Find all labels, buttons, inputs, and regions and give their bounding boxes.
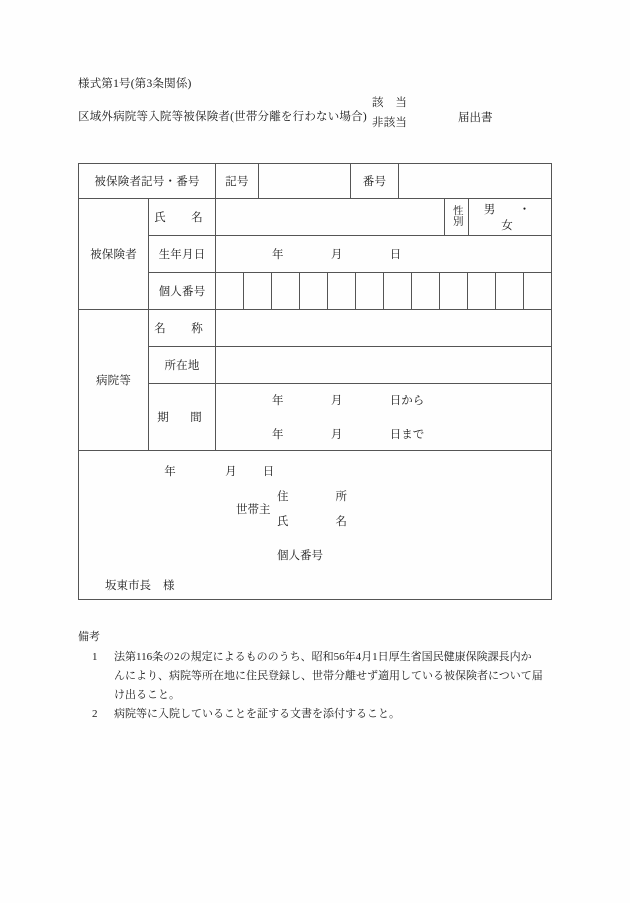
mynumber-digit-cell[interactable] [356,273,384,309]
insured-mynumber-grid[interactable] [216,273,552,310]
addressee-honorific: 様 [163,580,175,592]
table-row [79,310,552,347]
mynumber-digit-grid [216,273,551,309]
table-row [79,164,552,199]
householder-address-label[interactable]: 住 所 [277,491,355,503]
table-row [79,236,552,273]
insured-name-input[interactable] [216,199,445,236]
table-row [79,273,552,310]
hospital-period-input[interactable] [216,384,552,451]
mynumber-digit-cell[interactable] [328,273,356,309]
sex-options[interactable]: 男 ・ 女 [469,199,552,236]
remarks-note [92,705,578,724]
birthdate-day: 日 [389,249,402,261]
symbol-input[interactable] [259,164,351,199]
submission-date[interactable] [141,463,274,479]
remarks-note-line: 病院等に入院していることを証する文書を添付すること。 [114,708,400,720]
hospital-name-label: 名 称 [149,310,216,347]
period-from [216,392,551,408]
table-row [79,451,552,600]
remarks-heading: 備考 [78,631,100,643]
submission-date-day: 日 [262,466,275,478]
mynumber-digit-cell[interactable] [468,273,496,309]
number-input[interactable] [399,164,552,199]
period-from-month: 月 [330,395,343,407]
addressee-name: 坂東市長 [105,580,151,592]
mynumber-digit-cell[interactable] [524,273,551,309]
table-row [79,199,552,236]
submission-date-year: 年 [164,466,176,478]
insured-number-header-label: 被保険者記号・番号 [79,164,216,199]
mynumber-digit-cell[interactable] [384,273,412,309]
table-row [79,347,552,384]
remarks-note-number: 2 [92,708,98,720]
signature-block [79,451,552,600]
hospital-address-input[interactable] [216,347,552,384]
householder-mynumber-label[interactable]: 個人番号 [277,550,323,562]
submission-date-month: 月 [225,466,237,478]
applicability-option-yes[interactable]: 該 当 [372,97,408,109]
sex-label: 性別 [445,199,469,236]
form-table [78,163,552,600]
applicability-choice-group [372,93,452,133]
householder-name-label[interactable]: 氏 名 [277,516,355,528]
period-from-year: 年 [272,395,284,407]
birthdate-year: 年 [272,249,284,261]
mynumber-digit-cell[interactable] [216,273,244,309]
hospital-name-input[interactable] [216,310,552,347]
mynumber-digit-cell[interactable] [412,273,440,309]
number-label: 番号 [351,164,399,199]
mynumber-digit-cell[interactable] [440,273,468,309]
hospital-group-label: 病院等 [79,310,149,451]
form-code: 様式第1号(第3条関係) [78,78,192,90]
hospital-period-label: 期 間 [149,384,216,451]
hospital-address-label: 所在地 [149,347,216,384]
remarks-note-line: け出ること。 [114,689,180,701]
form-title-main: 区域外病院等入院等被保険者(世帯分離を行わない場合) [78,111,367,123]
remarks-note-body [114,705,578,724]
birthdate-input[interactable] [216,236,552,273]
period-to [216,426,551,442]
mynumber-digit-cell[interactable] [496,273,524,309]
period-to-year: 年 [272,429,284,441]
table-row [79,384,552,451]
insured-mynumber-label: 個人番号 [149,273,216,310]
form-title-suffix: 届出書 [458,112,493,124]
birthdate-month: 月 [330,249,343,261]
remarks-note-number: 1 [92,651,98,663]
remarks-note-body [114,648,578,705]
remarks-note-line: 法第116条の2の規定によるもののうち、昭和56年4月1日厚生省国民健康保険課長内か [114,651,532,663]
insured-group-label: 被保険者 [79,199,149,310]
insured-name-label: 氏 名 [149,199,216,236]
period-to-month: 月 [330,429,343,441]
birthdate-label: 生年月日 [149,236,216,273]
remarks-note-line: んにより、病院等所在地に住民登録し、世帯分離せず適用している被保険者について届 [114,670,543,682]
applicability-option-no[interactable]: 非該当 [372,117,408,129]
period-from-day: 日から [389,395,425,407]
period-to-day: 日まで [389,429,425,441]
householder-label: 世帯主 [236,504,271,516]
symbol-label: 記号 [216,164,259,199]
mynumber-digit-cell[interactable] [272,273,300,309]
remarks-note [92,648,578,705]
addressee [105,577,175,593]
mynumber-digit-cell[interactable] [300,273,328,309]
mynumber-digit-cell[interactable] [244,273,272,309]
remarks-section [78,628,578,724]
